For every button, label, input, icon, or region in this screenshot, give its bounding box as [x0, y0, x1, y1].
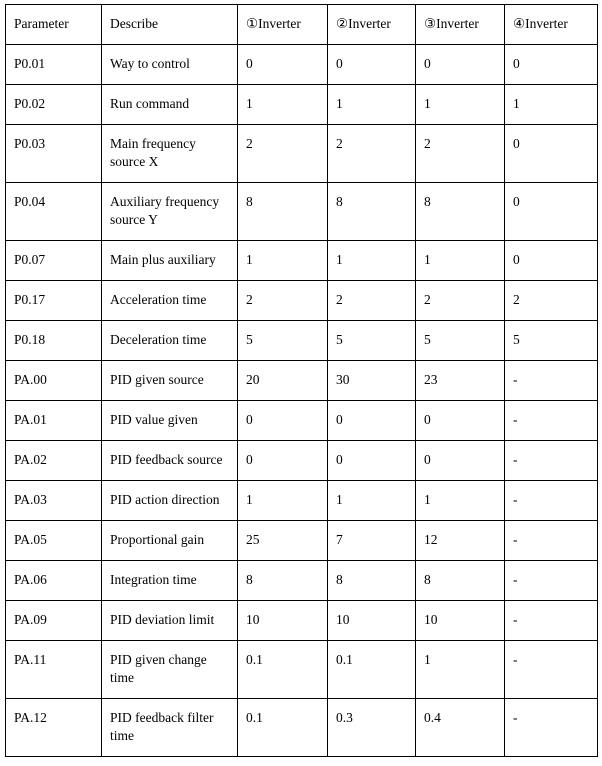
value-cell: 2	[328, 281, 416, 321]
value-cell: 8	[416, 183, 505, 241]
value-cell: 1	[238, 241, 328, 281]
parameter-cell: P0.03	[6, 125, 102, 183]
value-cell: 8	[416, 561, 505, 601]
header-row	[6, 5, 598, 45]
value-cell: 0.1	[238, 699, 328, 757]
value-cell: 0.1	[328, 641, 416, 699]
value-cell: 0	[505, 45, 598, 85]
value-cell: 10	[238, 601, 328, 641]
value-cell: -	[505, 361, 598, 401]
describe-cell: PID deviation limit	[102, 601, 238, 641]
parameter-cell: PA.09	[6, 601, 102, 641]
value-cell: -	[505, 601, 598, 641]
value-cell: 1	[328, 481, 416, 521]
table-header	[6, 5, 598, 45]
value-cell: -	[505, 481, 598, 521]
value-cell: 10	[328, 601, 416, 641]
value-cell: 10	[416, 601, 505, 641]
table-row	[6, 125, 598, 183]
parameter-table	[5, 4, 598, 757]
describe-cell: Proportional gain	[102, 521, 238, 561]
parameter-cell: PA.00	[6, 361, 102, 401]
table-row	[6, 481, 598, 521]
table-row	[6, 183, 598, 241]
table-row	[6, 561, 598, 601]
value-cell: 1	[505, 85, 598, 125]
describe-cell: Run command	[102, 85, 238, 125]
parameter-cell: P0.02	[6, 85, 102, 125]
value-cell: 0.3	[328, 699, 416, 757]
value-cell: 0	[416, 401, 505, 441]
value-cell: 8	[238, 183, 328, 241]
value-cell: 7	[328, 521, 416, 561]
value-cell: 23	[416, 361, 505, 401]
value-cell: 1	[328, 85, 416, 125]
param-header-cell: Parameter	[6, 5, 102, 45]
parameter-cell: PA.12	[6, 699, 102, 757]
inverter3-header-cell: ③Inverter	[416, 5, 505, 45]
parameter-cell: PA.06	[6, 561, 102, 601]
value-cell: 30	[328, 361, 416, 401]
describe-cell: Auxiliary frequency source Y	[102, 183, 238, 241]
parameter-cell: P0.07	[6, 241, 102, 281]
value-cell: 2	[505, 281, 598, 321]
parameter-cell: PA.03	[6, 481, 102, 521]
table-row	[6, 641, 598, 699]
value-cell: 0	[238, 401, 328, 441]
value-cell: 1	[416, 481, 505, 521]
table-row	[6, 321, 598, 361]
parameter-cell: PA.11	[6, 641, 102, 699]
value-cell: 8	[328, 561, 416, 601]
value-cell: 25	[238, 521, 328, 561]
value-cell: 1	[238, 85, 328, 125]
value-cell: 5	[416, 321, 505, 361]
value-cell: 1	[416, 241, 505, 281]
describe-cell: PID given change time	[102, 641, 238, 699]
value-cell: -	[505, 641, 598, 699]
value-cell: 0	[328, 441, 416, 481]
value-cell: 1	[328, 241, 416, 281]
table-row	[6, 361, 598, 401]
table-row	[6, 601, 598, 641]
parameter-cell: P0.17	[6, 281, 102, 321]
describe-cell: Main plus auxiliary	[102, 241, 238, 281]
parameter-cell: PA.02	[6, 441, 102, 481]
value-cell: 0	[328, 45, 416, 85]
value-cell: 0	[416, 45, 505, 85]
value-cell: -	[505, 441, 598, 481]
value-cell: 0.4	[416, 699, 505, 757]
parameter-cell: P0.01	[6, 45, 102, 85]
describe-cell: PID feedback filter time	[102, 699, 238, 757]
value-cell: 1	[416, 641, 505, 699]
inverter4-header-cell: ④Inverter	[505, 5, 598, 45]
value-cell: 5	[505, 321, 598, 361]
value-cell: 0	[505, 183, 598, 241]
table-row	[6, 45, 598, 85]
inverter2-header-cell: ②Inverter	[328, 5, 416, 45]
value-cell: 0	[328, 401, 416, 441]
value-cell: 20	[238, 361, 328, 401]
table-row	[6, 521, 598, 561]
inverter1-header-cell: ①Inverter	[238, 5, 328, 45]
value-cell: 2	[238, 281, 328, 321]
value-cell: 5	[238, 321, 328, 361]
describe-cell: Integration time	[102, 561, 238, 601]
table-row	[6, 699, 598, 757]
table-row	[6, 441, 598, 481]
describe-cell: Main frequency source X	[102, 125, 238, 183]
table-body	[6, 45, 598, 757]
table-row	[6, 85, 598, 125]
parameter-cell: P0.18	[6, 321, 102, 361]
describe-cell: Acceleration time	[102, 281, 238, 321]
value-cell: 1	[416, 85, 505, 125]
describe-cell: PID action direction	[102, 481, 238, 521]
describe-cell: PID value given	[102, 401, 238, 441]
value-cell: 2	[328, 125, 416, 183]
value-cell: 2	[416, 281, 505, 321]
parameter-cell: P0.04	[6, 183, 102, 241]
value-cell: -	[505, 561, 598, 601]
value-cell: -	[505, 521, 598, 561]
value-cell: 5	[328, 321, 416, 361]
value-cell: 12	[416, 521, 505, 561]
value-cell: 2	[416, 125, 505, 183]
value-cell: 1	[238, 481, 328, 521]
value-cell: 0.1	[238, 641, 328, 699]
parameter-cell: PA.01	[6, 401, 102, 441]
table-row	[6, 281, 598, 321]
value-cell: 8	[328, 183, 416, 241]
table-row	[6, 241, 598, 281]
describe-header-cell: Describe	[102, 5, 238, 45]
value-cell: 2	[238, 125, 328, 183]
value-cell: 0	[238, 45, 328, 85]
value-cell: -	[505, 699, 598, 757]
parameter-cell: PA.05	[6, 521, 102, 561]
value-cell: 0	[238, 441, 328, 481]
describe-cell: PID given source	[102, 361, 238, 401]
table-row	[6, 401, 598, 441]
value-cell: 0	[505, 241, 598, 281]
value-cell: 0	[416, 441, 505, 481]
describe-cell: PID feedback source	[102, 441, 238, 481]
describe-cell: Way to control	[102, 45, 238, 85]
describe-cell: Deceleration time	[102, 321, 238, 361]
value-cell: 8	[238, 561, 328, 601]
value-cell: -	[505, 401, 598, 441]
value-cell: 0	[505, 125, 598, 183]
